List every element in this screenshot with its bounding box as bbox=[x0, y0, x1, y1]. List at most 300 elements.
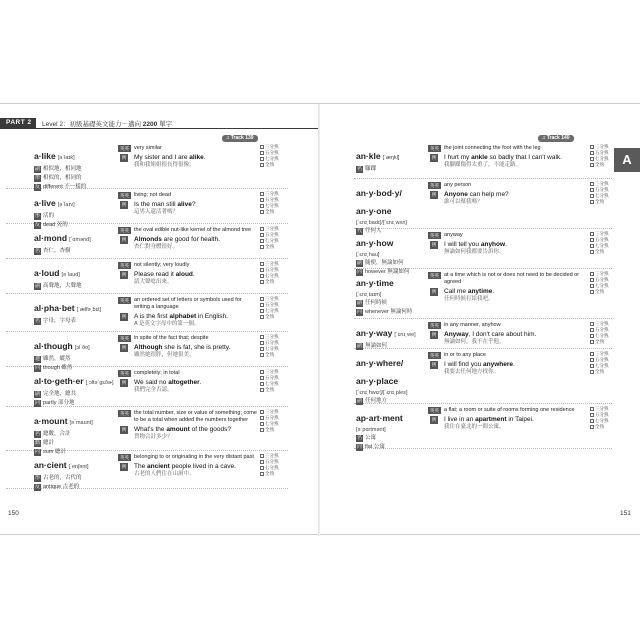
translation: 我腳踝傷得太重了，不能走路。 bbox=[444, 162, 522, 168]
headword: an·kle bbox=[356, 151, 381, 161]
example-keyword: alike bbox=[189, 154, 204, 161]
headword: an·y·time bbox=[356, 278, 394, 288]
example bbox=[428, 191, 586, 199]
example-tag: 例 bbox=[121, 202, 127, 207]
checkbox-square[interactable] bbox=[260, 192, 264, 196]
checkbox-square[interactable] bbox=[260, 376, 264, 380]
sense-text: 任何人 bbox=[365, 228, 382, 234]
checkbox-square[interactable] bbox=[590, 244, 594, 248]
entry-head bbox=[356, 183, 438, 235]
example-text: are good for health. bbox=[161, 236, 220, 243]
headword-alt: an·y·one bbox=[356, 206, 392, 216]
sense-text: partly 部分地 bbox=[43, 400, 75, 406]
example-text: The bbox=[134, 463, 148, 470]
pos-tag: 同 bbox=[34, 449, 40, 455]
pos-tag: 副 bbox=[34, 166, 40, 172]
checkbox-square[interactable] bbox=[590, 413, 594, 417]
checkbox-square[interactable] bbox=[260, 239, 264, 243]
mastery-checklist bbox=[260, 369, 290, 393]
sense-row bbox=[34, 431, 116, 438]
entry-body bbox=[118, 192, 258, 216]
checkbox-square[interactable] bbox=[590, 364, 594, 368]
example bbox=[428, 154, 586, 162]
entry-head bbox=[356, 273, 438, 316]
entry-body bbox=[118, 227, 258, 251]
definition bbox=[428, 232, 586, 239]
checkbox-label: 七分熟 bbox=[595, 418, 609, 423]
checkbox-square[interactable] bbox=[590, 407, 594, 411]
example-keyword: Anyway bbox=[444, 331, 469, 338]
definition-text: very similar bbox=[134, 145, 162, 151]
mastery-checklist bbox=[590, 271, 620, 295]
entry-body bbox=[118, 262, 258, 286]
checkbox-label: 五分熟 bbox=[265, 340, 279, 345]
checkbox-square[interactable] bbox=[260, 460, 264, 464]
right-column bbox=[354, 142, 612, 449]
checkbox-square[interactable] bbox=[590, 340, 594, 344]
checkbox-square[interactable] bbox=[260, 370, 264, 374]
phonetic: [ˋɛnɪ͵badɪ]/[ˋɛnɪ͵wʌn] bbox=[356, 220, 407, 226]
checkbox-square[interactable] bbox=[260, 145, 264, 149]
checkbox-label: 全熟 bbox=[265, 387, 274, 392]
checkbox-label: 五分熟 bbox=[265, 459, 279, 464]
checkbox-square[interactable] bbox=[590, 322, 594, 326]
pos-tag: 連 bbox=[34, 356, 40, 362]
translation: 我和我姐姐很長得很像。 bbox=[134, 162, 195, 168]
example-tag: 例 bbox=[121, 237, 127, 242]
checkbox-square[interactable] bbox=[260, 416, 264, 420]
checkbox-label: 全熟 bbox=[265, 427, 274, 432]
example-keyword: ancient bbox=[147, 463, 170, 470]
translation: 無論如何，我不在乎他。 bbox=[444, 339, 505, 345]
mastery-checklist bbox=[260, 453, 290, 477]
sense-text: 完全地，總共 bbox=[43, 391, 77, 397]
pos-tag: 副 bbox=[356, 398, 362, 404]
audio-icon: ♫ bbox=[226, 135, 230, 141]
sense-row bbox=[34, 318, 116, 325]
headword: al·though bbox=[34, 341, 73, 351]
example-text: We said no bbox=[134, 379, 169, 386]
translation: 我們完全否認。 bbox=[134, 387, 173, 393]
checkbox-square[interactable] bbox=[590, 232, 594, 236]
checkbox-square[interactable] bbox=[590, 272, 594, 276]
mastery-checkbox[interactable] bbox=[260, 209, 290, 215]
example-text: . bbox=[199, 379, 202, 386]
example-keyword: anytime bbox=[467, 288, 493, 295]
mastery-checkbox[interactable] bbox=[260, 471, 290, 477]
checkbox-square[interactable] bbox=[260, 353, 264, 357]
definition-text: belonging to or originating in the very distant past bbox=[134, 454, 254, 460]
checkbox-square[interactable] bbox=[260, 315, 264, 319]
definition bbox=[428, 407, 586, 414]
mastery-checklist bbox=[590, 406, 620, 430]
checkbox-square[interactable] bbox=[260, 303, 264, 307]
checkbox-square[interactable] bbox=[590, 157, 594, 161]
checkbox-square[interactable] bbox=[590, 328, 594, 332]
level-number: 2200 bbox=[142, 121, 158, 128]
checkbox-square[interactable] bbox=[590, 425, 594, 429]
pos-tag: 副 bbox=[34, 283, 40, 289]
headword: an·y·way bbox=[356, 328, 393, 338]
checkbox-square[interactable] bbox=[260, 422, 264, 426]
definition-tag: 英英 bbox=[120, 228, 129, 233]
headword: al·pha·bet bbox=[34, 303, 75, 313]
sense-row bbox=[34, 248, 116, 255]
sense-text: 相似地，相同地 bbox=[43, 166, 82, 172]
page-number-right: 151 bbox=[620, 510, 631, 517]
definition-tag: 英英 bbox=[120, 371, 129, 376]
vocab-entry bbox=[6, 259, 288, 294]
mastery-checkbox[interactable] bbox=[260, 314, 290, 320]
example-keyword: anyhow bbox=[480, 241, 506, 248]
checkbox-square[interactable] bbox=[260, 210, 264, 214]
checkbox-square[interactable] bbox=[260, 163, 264, 167]
mastery-checkbox[interactable] bbox=[590, 199, 620, 205]
example-text: in Taipei. bbox=[506, 416, 534, 423]
translation: 我住在臺北的一間公寓。 bbox=[444, 424, 505, 430]
checkbox-square[interactable] bbox=[260, 245, 264, 249]
pos-tag: 動 bbox=[34, 440, 40, 446]
example-keyword: ankle bbox=[471, 154, 488, 161]
definition-tag: 英英 bbox=[430, 273, 439, 278]
checkbox-square[interactable] bbox=[260, 347, 264, 351]
pos-tag: 副 bbox=[34, 391, 40, 397]
checkbox-square[interactable] bbox=[590, 163, 594, 167]
example-text: people lived in a cave. bbox=[169, 463, 236, 470]
checkbox-square[interactable] bbox=[260, 268, 264, 272]
checkbox-label: 七分熟 bbox=[265, 273, 279, 278]
pos-tag: 反 bbox=[34, 184, 40, 190]
checkbox-label: 三分熟 bbox=[265, 453, 279, 458]
example bbox=[118, 344, 258, 352]
translation: 雖然她很胖，但她很美。 bbox=[134, 352, 195, 358]
definition-text: in or to any place bbox=[444, 352, 486, 358]
checkbox-label: 五分熟 bbox=[595, 277, 609, 282]
sense-text: 任何地方 bbox=[365, 398, 388, 404]
definition-text: any person bbox=[444, 182, 472, 188]
definition-text: in any manner, anyhow bbox=[444, 322, 501, 328]
checkbox-square[interactable] bbox=[260, 410, 264, 414]
checkbox-square[interactable] bbox=[590, 151, 594, 155]
checkbox-label: 五分熟 bbox=[595, 237, 609, 242]
example-tag: 例 bbox=[121, 272, 127, 277]
pos-tag: 同 bbox=[356, 309, 362, 315]
vocab-entry bbox=[6, 367, 288, 407]
sense-row bbox=[34, 175, 116, 182]
checkbox-square[interactable] bbox=[590, 278, 594, 282]
translation: 請大聲唸出來。 bbox=[134, 279, 173, 285]
mastery-checkbox[interactable] bbox=[260, 387, 290, 393]
example-text: . bbox=[492, 288, 495, 295]
checkbox-square[interactable] bbox=[260, 157, 264, 161]
definition-tag: 英英 bbox=[430, 408, 439, 413]
headword: an·cient bbox=[34, 460, 67, 470]
definition bbox=[118, 297, 258, 311]
checkbox-label: 五分熟 bbox=[265, 302, 279, 307]
entry-body bbox=[428, 272, 586, 303]
checkbox-square[interactable] bbox=[260, 280, 264, 284]
definition-tag: 英英 bbox=[120, 298, 129, 303]
example bbox=[428, 416, 586, 424]
definition bbox=[118, 145, 258, 152]
mastery-checkbox[interactable] bbox=[590, 289, 620, 295]
mastery-checklist bbox=[590, 144, 620, 168]
example bbox=[118, 379, 258, 387]
sense-text: 公寓 bbox=[365, 435, 377, 441]
checkbox-square[interactable] bbox=[590, 370, 594, 374]
track-badge-left[interactable] bbox=[222, 135, 258, 142]
checkbox-label: 七分熟 bbox=[265, 308, 279, 313]
headword: an·y·bod·y/ bbox=[356, 188, 402, 198]
checkbox-label: 五分熟 bbox=[595, 187, 609, 192]
example bbox=[118, 236, 258, 244]
sense-text: 杏仁，杏樹 bbox=[43, 248, 71, 254]
definition-text: anyway bbox=[444, 232, 463, 238]
checkbox-square[interactable] bbox=[590, 194, 594, 198]
checkbox-square[interactable] bbox=[590, 238, 594, 242]
checkbox-label: 全熟 bbox=[265, 244, 274, 249]
example-text: of the goods? bbox=[189, 426, 231, 433]
checkbox-square[interactable] bbox=[260, 233, 264, 237]
mastery-checkbox[interactable] bbox=[260, 352, 290, 358]
definition-text: living; not dead bbox=[134, 192, 171, 198]
definition-text: in spite of the fact that; despite bbox=[134, 335, 209, 341]
example-keyword: Anyone bbox=[444, 191, 468, 198]
example-text: My sister and I are bbox=[134, 154, 190, 161]
checkbox-label: 全熟 bbox=[595, 424, 604, 429]
vocab-entry bbox=[354, 269, 612, 319]
vocab-entry bbox=[6, 332, 288, 371]
mastery-checkbox[interactable] bbox=[260, 244, 290, 250]
sense-row bbox=[356, 435, 438, 442]
sense-text: 相似的，相同的 bbox=[43, 175, 82, 181]
headword: ap·art·ment bbox=[356, 413, 403, 423]
mastery-checkbox[interactable] bbox=[590, 162, 620, 168]
checkbox-square[interactable] bbox=[260, 204, 264, 208]
pos-tag: 副 bbox=[356, 343, 362, 349]
part-label: PART 2 bbox=[0, 118, 36, 128]
definition-tag: 英英 bbox=[430, 233, 439, 238]
example bbox=[428, 331, 586, 339]
checkbox-square[interactable] bbox=[260, 227, 264, 231]
checkbox-square[interactable] bbox=[260, 198, 264, 202]
definition-tag: 英英 bbox=[120, 455, 129, 460]
checkbox-square[interactable] bbox=[590, 182, 594, 186]
mastery-checklist bbox=[260, 226, 290, 250]
mastery-checkbox[interactable] bbox=[590, 339, 620, 345]
sense-row bbox=[356, 444, 438, 451]
example-tag: 例 bbox=[121, 380, 127, 385]
definition-tag: 英英 bbox=[430, 146, 439, 151]
checkbox-label: 七分熟 bbox=[265, 238, 279, 243]
checkbox-label: 全熟 bbox=[265, 314, 274, 319]
definition bbox=[428, 145, 586, 152]
checkbox-square[interactable] bbox=[590, 290, 594, 294]
example-text: so badly that I can't walk. bbox=[487, 154, 562, 161]
translation: 任何時候打給我吧。 bbox=[444, 296, 494, 302]
checkbox-square[interactable] bbox=[260, 382, 264, 386]
entry-body bbox=[428, 322, 586, 346]
example-text: I live in an bbox=[444, 416, 476, 423]
example-text: , I don't care about him. bbox=[468, 331, 537, 338]
example-tag: 例 bbox=[431, 417, 437, 422]
mastery-checklist bbox=[590, 231, 620, 255]
checkbox-label: 全熟 bbox=[595, 199, 604, 204]
checkbox-label: 七分熟 bbox=[265, 203, 279, 208]
pos-tag: 形 bbox=[34, 475, 40, 481]
example-keyword: alphabet bbox=[169, 313, 197, 320]
track-badge-right[interactable] bbox=[538, 135, 574, 142]
checkbox-square[interactable] bbox=[260, 274, 264, 278]
example-text: I will tell you bbox=[444, 241, 481, 248]
entry-head bbox=[34, 263, 116, 290]
checkbox-label: 五分熟 bbox=[595, 357, 609, 362]
example-keyword: alive bbox=[177, 201, 192, 208]
definition-text: a flat; a room or suite of rooms forming one residence bbox=[444, 407, 575, 413]
mastery-checkbox[interactable] bbox=[260, 427, 290, 433]
example-keyword: apartment bbox=[475, 416, 507, 423]
example-tag: 例 bbox=[431, 155, 437, 160]
checkbox-square[interactable] bbox=[260, 335, 264, 339]
checkbox-label: 七分熟 bbox=[265, 381, 279, 386]
vocab-entry bbox=[6, 224, 288, 259]
mastery-checkbox[interactable] bbox=[260, 279, 290, 285]
headword: a·live bbox=[34, 198, 56, 208]
mastery-checklist bbox=[590, 181, 620, 205]
checkbox-square[interactable] bbox=[590, 352, 594, 356]
checkbox-square[interactable] bbox=[260, 341, 264, 345]
checkbox-square[interactable] bbox=[260, 262, 264, 266]
example-text: she is fat, she is pretty. bbox=[162, 344, 231, 351]
definition-tag: 英英 bbox=[120, 336, 129, 341]
entry-body bbox=[428, 407, 586, 431]
checkbox-label: 全熟 bbox=[595, 249, 604, 254]
definition bbox=[428, 182, 586, 189]
checkbox-label: 五分熟 bbox=[595, 327, 609, 332]
definition bbox=[428, 272, 586, 286]
definition bbox=[118, 227, 258, 234]
sense-row bbox=[356, 309, 438, 316]
pos-tag: 名 bbox=[356, 166, 362, 172]
checkbox-label: 三分熟 bbox=[265, 191, 279, 196]
checkbox-square[interactable] bbox=[590, 358, 594, 362]
example-text: Please read it bbox=[134, 271, 176, 278]
mastery-checkbox[interactable] bbox=[590, 249, 620, 255]
checkbox-label: 全熟 bbox=[265, 352, 274, 357]
sense-text: antique 古老的 bbox=[43, 484, 80, 490]
translation: 無論如何我都要告訴你。 bbox=[444, 249, 505, 255]
checkbox-square[interactable] bbox=[590, 250, 594, 254]
headword: al·mond bbox=[34, 233, 68, 243]
audio-icon: ♫ bbox=[542, 135, 546, 141]
checkbox-label: 三分熟 bbox=[595, 231, 609, 236]
definition-text: the total number, size or value of something; come to be a total when added the numbers together bbox=[134, 410, 257, 423]
sense-text: 無論如何 bbox=[365, 343, 388, 349]
definition bbox=[118, 370, 258, 377]
headword: an·y·how bbox=[356, 238, 394, 248]
mastery-checkbox[interactable] bbox=[590, 369, 620, 375]
pos-tag: 同 bbox=[356, 269, 362, 275]
entry-head bbox=[356, 353, 438, 405]
mastery-checklist bbox=[260, 296, 290, 320]
sense-row bbox=[34, 475, 116, 482]
example-tag: 例 bbox=[431, 289, 437, 294]
checkbox-square[interactable] bbox=[590, 145, 594, 149]
checkbox-label: 三分熟 bbox=[265, 409, 279, 414]
checkbox-label: 全熟 bbox=[595, 369, 604, 374]
example-keyword: amount bbox=[166, 426, 190, 433]
translation: 貨物合計多少？ bbox=[134, 434, 173, 440]
definition-tag: 英英 bbox=[430, 323, 439, 328]
definition-tag: 英英 bbox=[120, 263, 129, 268]
mastery-checkbox[interactable] bbox=[590, 424, 620, 430]
checkbox-label: 五分熟 bbox=[265, 197, 279, 202]
example bbox=[118, 201, 258, 209]
checkbox-square[interactable] bbox=[590, 419, 594, 423]
entry-body bbox=[118, 410, 258, 441]
checkbox-label: 五分熟 bbox=[595, 150, 609, 155]
phonetic: [əˋlaɪk] bbox=[57, 155, 75, 161]
phonetic: [əˋlaud] bbox=[61, 272, 80, 278]
phonetic: [ˋæŋkḷ] bbox=[382, 155, 400, 161]
checkbox-square[interactable] bbox=[260, 428, 264, 432]
checkbox-square[interactable] bbox=[590, 188, 594, 192]
checkbox-square[interactable] bbox=[260, 466, 264, 470]
phonetic: [əˋmaunt] bbox=[69, 420, 93, 426]
entry-head bbox=[34, 146, 116, 191]
phonetic: [əˋlaɪv] bbox=[57, 202, 75, 208]
checkbox-label: 五分熟 bbox=[265, 415, 279, 420]
translation: A 是英文字母中的第一個。 bbox=[134, 321, 200, 327]
example bbox=[428, 241, 586, 249]
checkbox-label: 全熟 bbox=[595, 339, 604, 344]
level-title bbox=[42, 119, 172, 128]
sense-text: though 雖然 bbox=[43, 365, 73, 371]
entry-head bbox=[34, 371, 116, 407]
example-text: . bbox=[192, 271, 195, 278]
pos-tag: 反 bbox=[34, 484, 40, 490]
vocab-entry bbox=[354, 319, 612, 349]
checkbox-square[interactable] bbox=[260, 151, 264, 155]
checkbox-square[interactable] bbox=[260, 309, 264, 313]
definition bbox=[118, 454, 258, 461]
translation: 杏仁對身體很好。 bbox=[134, 244, 179, 250]
definition-tag: 英英 bbox=[120, 411, 129, 416]
vocab-entry bbox=[6, 294, 288, 332]
example-tag: 例 bbox=[121, 345, 127, 350]
checkbox-label: 七分熟 bbox=[265, 156, 279, 161]
checkbox-square[interactable] bbox=[590, 284, 594, 288]
checkbox-square[interactable] bbox=[590, 334, 594, 338]
mastery-checkbox[interactable] bbox=[260, 162, 290, 168]
checkbox-label: 七分熟 bbox=[595, 243, 609, 248]
headword: a·like bbox=[34, 151, 56, 161]
sense-text: 高聲地，大聲地 bbox=[43, 283, 82, 289]
definition-tag: 英英 bbox=[430, 353, 439, 358]
mastery-checklist bbox=[590, 351, 620, 375]
definition-tag: 英英 bbox=[120, 193, 129, 198]
checkbox-label: 全熟 bbox=[265, 279, 274, 284]
checkbox-square[interactable] bbox=[260, 472, 264, 476]
checkbox-square[interactable] bbox=[260, 297, 264, 301]
entry-head bbox=[34, 228, 116, 255]
definition bbox=[118, 192, 258, 199]
pos-tag: 名 bbox=[34, 248, 40, 254]
checkbox-square[interactable] bbox=[590, 200, 594, 204]
checkbox-square[interactable] bbox=[260, 388, 264, 392]
sense-text: 古老的，古代的 bbox=[43, 475, 82, 481]
checkbox-square[interactable] bbox=[260, 454, 264, 458]
